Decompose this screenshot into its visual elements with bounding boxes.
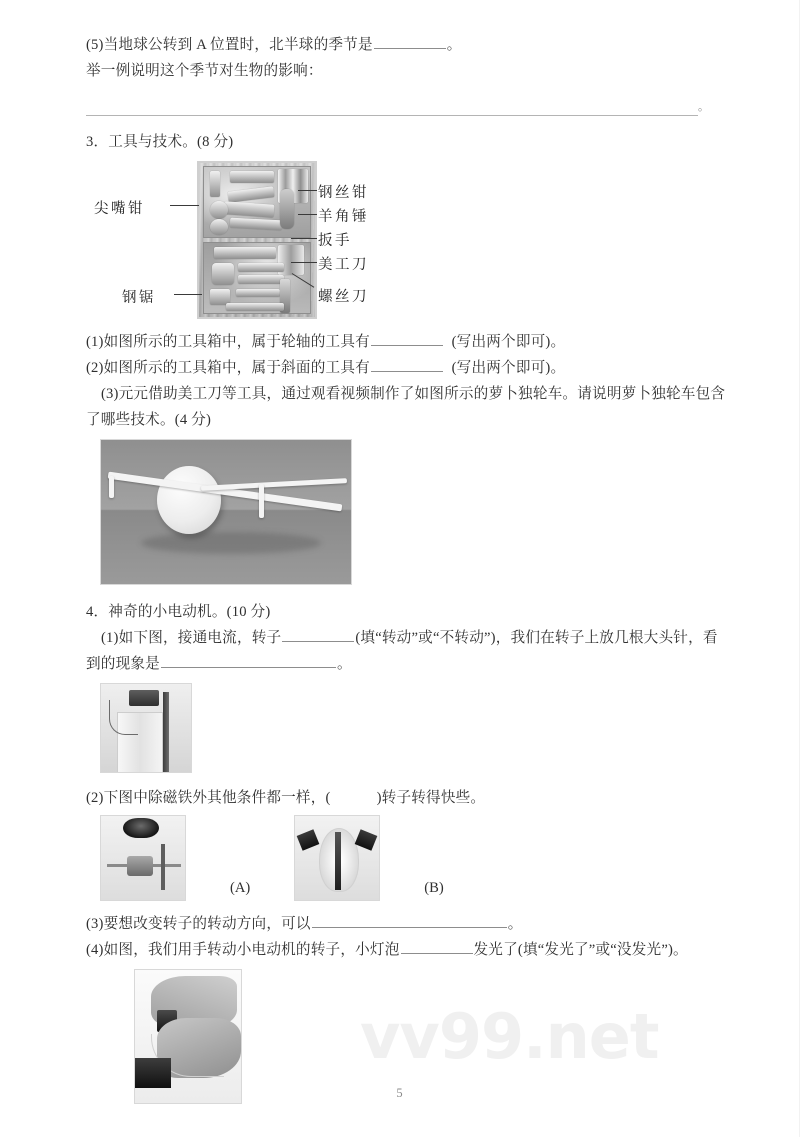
hand-turning-rotor-photo bbox=[134, 969, 242, 1104]
option-b-caption: (B) bbox=[424, 880, 444, 896]
leader-line-right-1 bbox=[298, 190, 317, 191]
question-4-sub-4 bbox=[86, 937, 728, 963]
page-number: 5 bbox=[396, 1086, 403, 1100]
toolbox-photo bbox=[197, 161, 317, 319]
option-b-photo bbox=[294, 815, 380, 901]
spacer bbox=[86, 773, 728, 785]
question-4-sub-4-blank[interactable] bbox=[401, 940, 473, 954]
question-3-sub-1 bbox=[86, 329, 728, 355]
question-4-sub-1-blank-2[interactable] bbox=[161, 654, 336, 668]
question-4-heading: 4．神奇的小电动机。(10 分) bbox=[86, 604, 271, 620]
question-4-sub-1-text-c: 。 bbox=[336, 656, 352, 672]
radish-unicycle-photo bbox=[100, 439, 352, 585]
question-3-sub-2 bbox=[86, 355, 728, 381]
leader-line-right-4 bbox=[291, 262, 317, 263]
question-3-heading: 3．工具与技术。(8 分) bbox=[86, 134, 234, 150]
toolbox-label-wrench: 扳手 bbox=[318, 233, 352, 249]
question-3-sub-1-text-b: (写出两个即可)。 bbox=[451, 334, 566, 350]
question-3-sub-3: (3)元元借助美工刀等工具，通过观看视频制作了如图所示的萝卜独轮车。请说明萝卜独轮车包含了哪些技术。(4 分) bbox=[86, 386, 726, 428]
motor-a bbox=[127, 856, 153, 876]
leader-line-left-2 bbox=[174, 294, 202, 295]
spacer bbox=[86, 901, 728, 911]
watermark: vv99.net bbox=[360, 1000, 659, 1073]
question-4-sub-1-text-a: (1)如下图，接通电流，转子 bbox=[101, 630, 282, 646]
question-3-sub-2-text-a: (2)如图所示的工具箱中，属于斜面的工具有 bbox=[86, 360, 370, 376]
question-5-line-1 bbox=[86, 32, 728, 58]
option-a-caption: (A) bbox=[230, 880, 251, 896]
magnet-b-right bbox=[355, 829, 378, 851]
post-a bbox=[161, 844, 165, 890]
question-3-sub-2-blank[interactable] bbox=[371, 358, 443, 372]
unicycle-frame-bar-2 bbox=[201, 478, 347, 491]
question-3-sub-1-blank[interactable] bbox=[371, 332, 443, 346]
question-4-sub-3-blank[interactable] bbox=[312, 914, 507, 928]
toolbox-label-screwdriver: 螺丝刀 bbox=[318, 289, 369, 305]
toolbox-label-claw-hammer: 羊角锤 bbox=[318, 209, 369, 225]
question-5-text-a: (5)当地球公转到 A 位置时，北半球的季节是 bbox=[86, 37, 373, 53]
unicycle-frame-bar-1 bbox=[108, 472, 343, 512]
question-4-sub-4-text-a: (4)如图，我们用手转动小电动机的转子，小灯泡 bbox=[86, 942, 400, 958]
toolbox-label-needle-nose-pliers: 尖嘴钳 bbox=[94, 201, 145, 217]
spacer bbox=[86, 84, 728, 94]
question-3-sub-1-text-a: (1)如图所示的工具箱中，属于轮轴的工具有 bbox=[86, 334, 370, 350]
magnet-b-left bbox=[297, 829, 320, 851]
unicycle-cross-brace bbox=[259, 484, 264, 518]
toolbox-lid bbox=[203, 166, 311, 238]
wire bbox=[109, 700, 138, 735]
rotor-core-b bbox=[335, 832, 341, 890]
question-5-text-b: 。 bbox=[446, 37, 462, 53]
question-4-sub-1 bbox=[86, 625, 728, 677]
motor-bottle-photo bbox=[100, 683, 192, 773]
unicycle-wheel bbox=[157, 466, 221, 534]
question-4-sub-4-text-b: 发光了(填“发光了”或“没发光”)。 bbox=[473, 942, 688, 958]
toolbox-base bbox=[203, 242, 311, 314]
question-5-answer-rule-row bbox=[86, 94, 728, 119]
stand-rod bbox=[163, 692, 169, 773]
question-4-sub-2-text-a: (2)下图中除磁铁外其他条件都一样，( bbox=[86, 790, 331, 806]
question-4-sub-1-blank-1[interactable] bbox=[282, 628, 354, 642]
question-5-blank[interactable] bbox=[374, 35, 446, 49]
question-4-sub-2 bbox=[86, 785, 728, 811]
spacer bbox=[86, 119, 728, 129]
toolbox-figure bbox=[94, 161, 494, 319]
question-4-sub-3-text-a: (3)要想改变转子的转动方向，可以 bbox=[86, 916, 311, 932]
question-5-rule-period: 。 bbox=[698, 101, 709, 113]
spacer bbox=[86, 585, 728, 599]
option-a-photo bbox=[100, 815, 186, 901]
toolbox-label-utility-knife: 美工刀 bbox=[318, 257, 369, 273]
question-3-sub-2-text-b: (写出两个即可)。 bbox=[451, 360, 566, 376]
unicycle-shadow bbox=[141, 532, 321, 554]
option-photo-row bbox=[100, 815, 728, 901]
question-4-sub-3 bbox=[86, 911, 728, 937]
toolbox-label-hacksaw: 钢锯 bbox=[122, 290, 156, 306]
question-4-sub-3-text-b: 。 bbox=[507, 916, 523, 932]
question-4-sub-1-text-b: (填“转动”或“不转动”)，我们在转子上放几根大头针，看到的现象是 bbox=[86, 630, 718, 672]
leader-line-left-1 bbox=[170, 205, 199, 206]
leader-line-right-3 bbox=[291, 238, 317, 239]
lamp-base bbox=[135, 1058, 171, 1088]
leader-line-right-2 bbox=[298, 214, 317, 215]
page-content bbox=[86, 32, 728, 1104]
unicycle-handle-tip bbox=[109, 476, 114, 498]
question-4-sub-2-text-b: )转子转得快些。 bbox=[376, 790, 486, 806]
toolbox-label-wire-cutting-pliers: 钢丝钳 bbox=[318, 185, 369, 201]
question-5-line-2: 举一例说明这个季节对生物的影响： bbox=[86, 63, 323, 79]
question-5-answer-rule[interactable] bbox=[86, 114, 698, 116]
magnet-a bbox=[123, 818, 159, 838]
